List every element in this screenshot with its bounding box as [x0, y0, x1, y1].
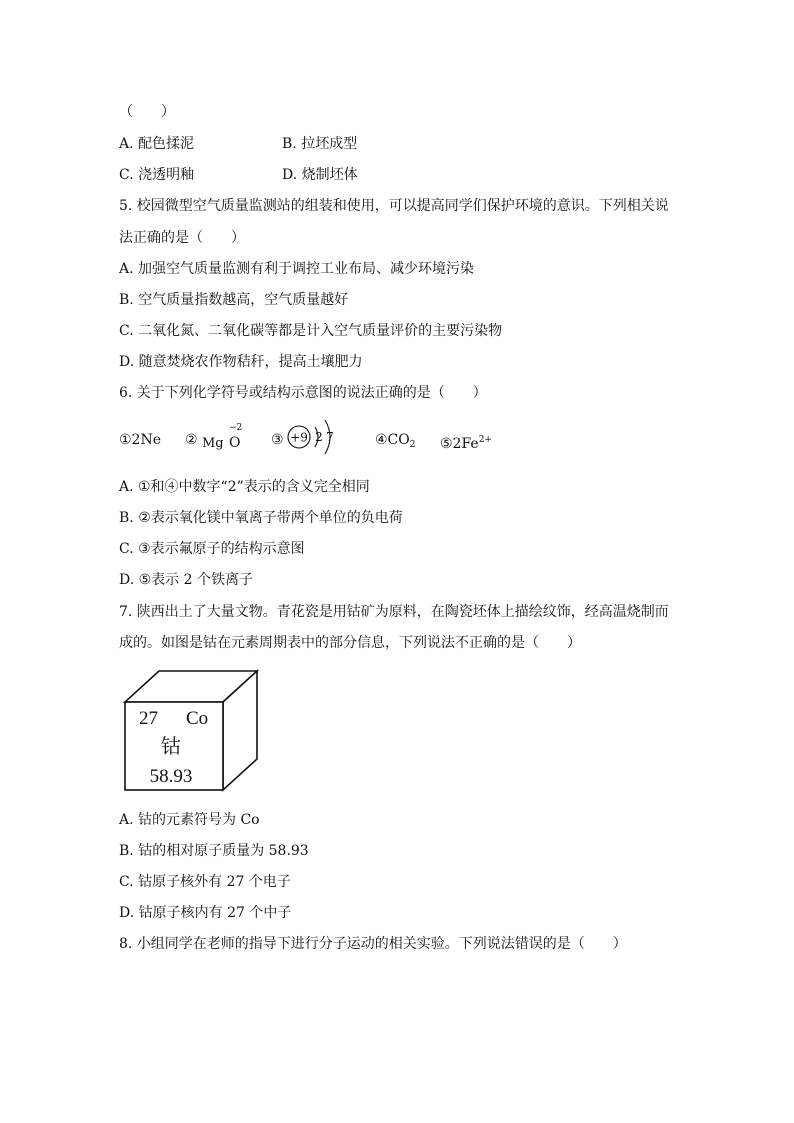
q5-option-b: B. 空气质量指数越高，空气质量越好	[119, 292, 349, 308]
q6-stem: 6. 关于下列化学符号或结构示意图的说法正确的是（ ）	[119, 385, 487, 401]
q5-option-c: C. 二氧化氮、二氧化碳等都是计入空气质量评价的主要污染物	[119, 323, 503, 339]
q7-stem-line1: 7. 陕西出土了大量文物。青花瓷是用钴矿为原料，在陶瓷坯体上描绘纹饰，经高温烧制而	[119, 604, 669, 620]
q6-option-c: C. ③表示氟原子的结构示意图	[119, 541, 305, 557]
q6-option-d: D. ⑤表示 2 个铁离子	[119, 572, 253, 588]
shell-1-electrons: 2	[315, 430, 323, 444]
q4-option-a: A. 配色揉泥	[119, 136, 195, 152]
atomic-mass: 58.93	[149, 766, 193, 787]
fluorine-atom-structure-diagram	[285, 412, 367, 458]
symbol-2-mgo	[202, 423, 262, 456]
q6-option-a: A. ①和④中数字“2”表示的含义完全相同	[119, 479, 370, 495]
q4-option-c: C. 浇透明釉	[119, 167, 195, 183]
symbol-5: $⑤2Fe^{2+}$	[440, 435, 492, 452]
q5-stem-line2: 法正确的是（ ）	[119, 230, 245, 246]
nucleus-charge: +9	[290, 430, 308, 445]
q6-symbols	[119, 423, 619, 456]
symbol-3-label: ③	[271, 432, 284, 448]
cobalt-element-cube	[119, 668, 261, 794]
q5-option-a: A. 加强空气质量监测有利于调控工业布局、减少环境污染	[119, 261, 475, 277]
q7-stem-line2: 成的。如图是钴在元素周期表中的部分信息，下列说法不正确的是（ ）	[119, 635, 581, 651]
q6-option-b: B. ②表示氧化镁中氧离子带两个单位的负电荷	[119, 510, 403, 526]
shell-2-electrons: 7	[326, 430, 334, 444]
symbol-2-mg: Mg	[202, 436, 224, 451]
symbol-2-label: ②	[185, 432, 198, 448]
q7-option-a: A. 钴的元素符号为 Co	[119, 812, 260, 828]
q7-option-b: B. 钴的相对原子质量为 58.93	[119, 843, 309, 859]
atomic-number: 27	[139, 708, 158, 729]
q4-option-d: D. 烧制坯体	[282, 167, 358, 183]
q5-stem-line1: 5. 校园微型空气质量监测站的组装和使用，可以提高同学们保护环境的意识。下列相关说	[119, 198, 669, 214]
q5-option-d: D. 随意焚烧农作物秸秆，提高土壤肥力	[119, 354, 363, 370]
element-symbol: Co	[186, 708, 209, 729]
q4-tail: （ ）	[119, 104, 175, 120]
symbol-2-charge: −2	[229, 423, 243, 433]
q7-option-d: D. 钴原子核内有 27 个中子	[119, 905, 292, 921]
symbol-2-o: O	[229, 435, 241, 451]
symbol-1: ①2Ne	[119, 432, 161, 448]
symbol-4: $④CO_2$	[375, 432, 416, 450]
element-name: 钴	[161, 734, 181, 758]
q4-option-b: B. 拉坯成型	[282, 136, 358, 152]
q7-option-c: C. 钴原子核外有 27 个电子	[119, 874, 291, 890]
q8-stem: 8. 小组同学在老师的指导下进行分子运动的相关实验。下列说法错误的是（ ）	[119, 936, 627, 952]
